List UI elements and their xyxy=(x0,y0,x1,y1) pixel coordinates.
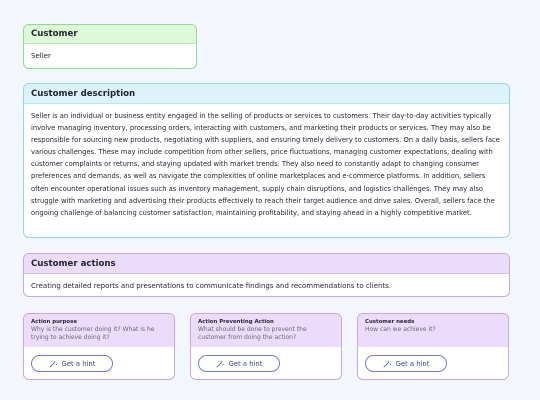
action-preventing-hint-button[interactable] xyxy=(198,355,280,372)
customer-description-text: Seller is an individual or business entity engaged in the selling of products or services to customers. Their day-to-day activities typically involve managing inventory, processing orders, interacting with customers, and marketing their products or services. They may also be responsible for sourcing new products, negotiating with suppliers, and ensuring timely delivery to customers. On a daily basis, sellers face various challenges. These may include competition from other sellers, price fluctuations, managing customer expectations, dealing with customer complaints or returns, and staying updated with market trends. They also need to constantly adapt to changing consumer preferences and demands, as well as navigate the complexities of online marketplaces and e-commerce platforms. In addition, sellers often encounter operational issues such as inventory management, supply chain disruptions, and logistics challenges. They may also struggle with marketing and advertising their products effectively to reach their target audience and drive sales. Overall, sellers face the ongoing challenge of balancing customer satisfaction, maintaining profitability, and staying ahead in a highly competitive market. xyxy=(31,112,500,217)
action-purpose-hint-label: Get a hint xyxy=(61,359,96,368)
action-preventing-title: Action Preventing Action xyxy=(198,319,274,325)
action-purpose-question: Why is the customer doing it? What is he trying to achieve doing it? xyxy=(31,326,155,342)
customer-actions-title: Customer actions xyxy=(24,254,509,274)
customer-needs-hint-label: Get a hint xyxy=(395,359,430,368)
customer-card xyxy=(23,24,197,69)
customer-needs-card xyxy=(357,313,509,380)
action-preventing-hint-label: Get a hint xyxy=(228,359,263,368)
action-purpose-header xyxy=(24,314,174,347)
customer-description-title: Customer description xyxy=(24,84,509,104)
customer-needs-header xyxy=(358,314,508,347)
customer-needs-hint-button[interactable] xyxy=(365,355,447,372)
action-preventing-header xyxy=(191,314,341,347)
magic-wand-icon xyxy=(383,360,391,368)
magic-wand-icon xyxy=(49,360,57,368)
customer-needs-title: Customer needs xyxy=(365,319,415,325)
action-purpose-card xyxy=(23,313,175,380)
customer-card-title: Customer xyxy=(24,25,196,44)
customer-card-value: Seller xyxy=(31,52,51,60)
action-preventing-question: What should be done to prevent the customer from doing the action? xyxy=(198,326,307,342)
customer-description-card xyxy=(23,83,510,238)
action-purpose-hint-button[interactable] xyxy=(31,355,113,372)
magic-wand-icon xyxy=(216,360,224,368)
action-purpose-title: Action purpose xyxy=(31,319,77,325)
action-preventing-card xyxy=(190,313,342,380)
customer-actions-card xyxy=(23,253,510,297)
customer-actions-text: Creating detailed reports and presentations to communicate findings and recommendations to clients. xyxy=(31,282,392,290)
customer-needs-question: How can we achieve it? xyxy=(365,326,436,333)
